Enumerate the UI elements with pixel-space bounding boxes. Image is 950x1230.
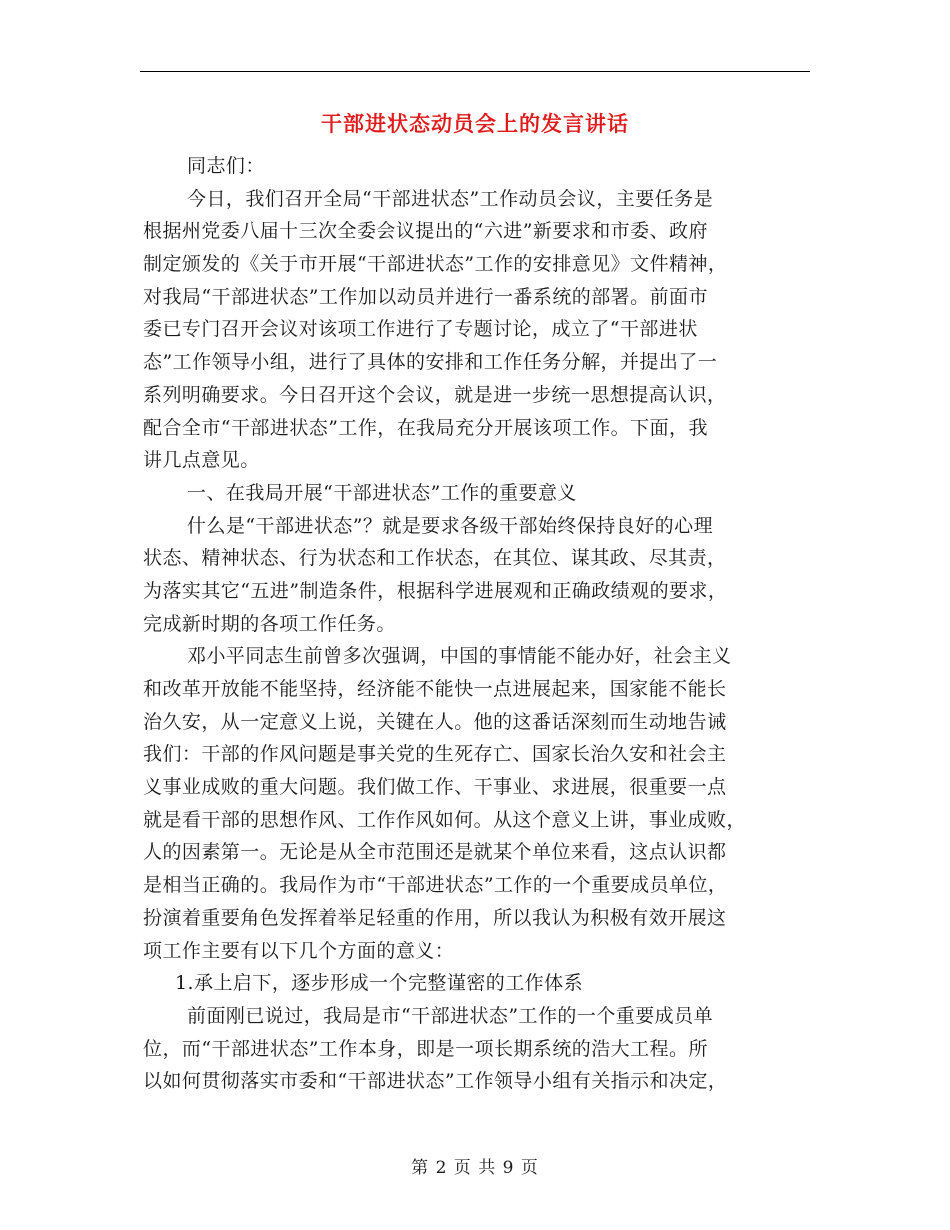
- body-line: 和改革开放能不能坚持，经济能不能快一点进展起来，国家能不能长: [143, 678, 727, 700]
- body-line: 前面刚已说过，我局是市“干部进状态”工作的一个重要成员单: [187, 1004, 714, 1027]
- document-body: [143, 150, 809, 1098]
- body-line: 邓小平同志生前曾多次强调，中国的事情能不能办好，社会主义: [187, 645, 732, 668]
- body-line: 扮演着重要角色发挥着举足轻重的作用，所以我认为积极有效开展这: [143, 906, 727, 929]
- page-footer: 第 2 页 共 9 页: [411, 1158, 539, 1178]
- document-title: 干部进状态动员会上的发言讲话: [321, 112, 629, 136]
- body-line: 委已专门召开会议对该项工作进行了专题讨论，成立了“干部进状: [143, 318, 698, 341]
- header-rule: [140, 71, 810, 72]
- body-line: 完成新时期的各项工作任务。: [143, 612, 396, 635]
- body-line: 是相当正确的。我局作为市“干部进状态”工作的一个重要成员单位，: [143, 874, 728, 897]
- body-line: 根据州党委八届十三次全委会议提出的“六进”新要求和市委、政府: [143, 220, 708, 243]
- body-line: 对我局“干部进状态”工作加以动员并进行一番系统的部署。前面市: [143, 285, 708, 308]
- body-line: 配合全市“干部进状态”工作，在我局充分开展该项工作。下面，我: [143, 416, 708, 439]
- body-line: 就是看干部的思想作风、工作作风如何。从这个意义上讲，事业成败，: [143, 808, 746, 831]
- body-line: 义事业成败的重大问题。我们做工作、干事业、求进展，很重要一点: [143, 776, 727, 799]
- body-line: 1.承上启下，逐步形成一个完整谨密的工作体系: [175, 972, 584, 995]
- body-line: 态”工作领导小组，进行了具体的安排和工作任务分解，并提出了一: [143, 351, 718, 374]
- body-line: 状态、精神状态、行为状态和工作状态，在其位、谋其政、尽其责，: [143, 547, 727, 570]
- body-line: 治久安，从一定意义上说，关键在人。他的这番话深刻而生动地告诫: [143, 710, 727, 733]
- body-line: 人的因素第一。无论是从全市范围还是就某个单位来看，这点认识都: [143, 841, 727, 864]
- body-line: 位，而“干部进状态”工作本身，即是一项长期系统的浩大工程。所: [143, 1037, 708, 1060]
- body-line: 讲几点意见。: [143, 449, 260, 472]
- body-line: 项工作主要有以下几个方面的意义：: [143, 939, 455, 962]
- body-line: 同志们：: [187, 155, 265, 177]
- body-line: 一、在我局开展“干部进状态”工作的重要意义: [187, 481, 577, 504]
- body-line: 制定颁发的《关于市开展“干部进状态”工作的安排意见》文件精神，: [143, 253, 728, 276]
- body-line: 我们：干部的作风问题是事关党的生死存亡、国家长治久安和社会主: [143, 743, 727, 766]
- body-line: 今日，我们召开全局“干部进状态”工作动员会议，主要任务是: [187, 187, 714, 210]
- body-line: 以如何贯彻落实市委和“干部进状态”工作领导小组有关指示和决定，: [143, 1070, 728, 1093]
- body-line: 系列明确要求。今日召开这个会议，就是进一步统一思想提高认识，: [143, 383, 727, 406]
- body-line: 为落实其它“五进”制造条件，根据科学进展观和正确政绩观的要求，: [143, 579, 728, 602]
- body-line: 什么是“干部进状态”？就是要求各级干部始终保持良好的心理: [187, 514, 714, 537]
